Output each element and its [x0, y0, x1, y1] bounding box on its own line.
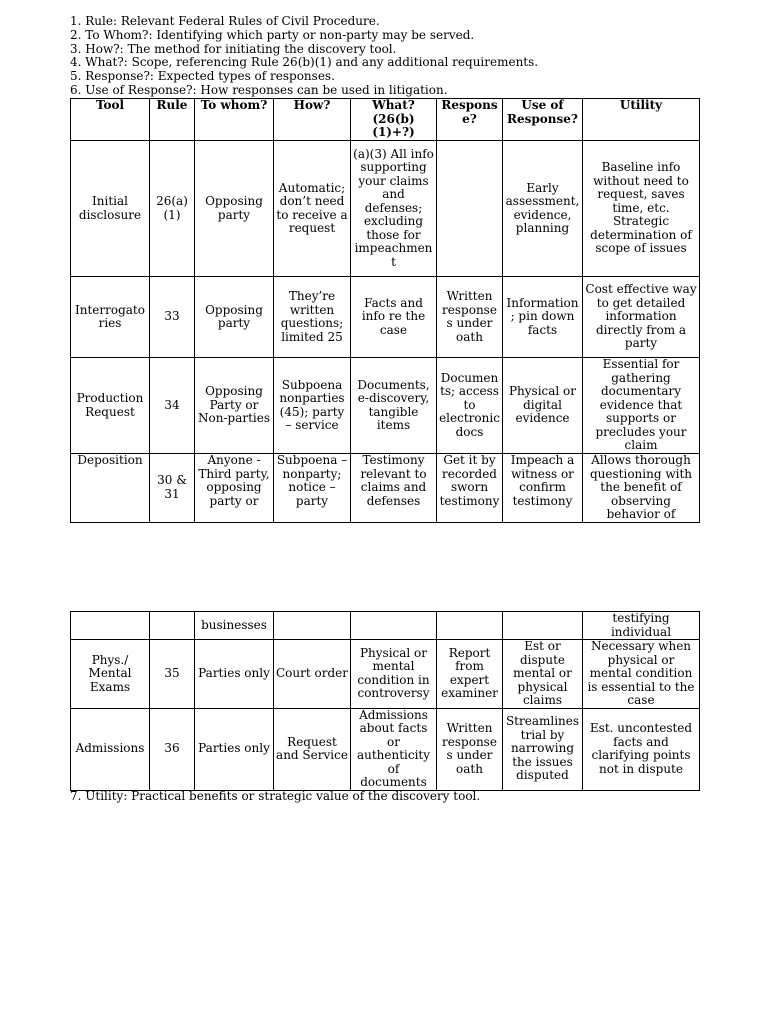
cell-tool: Phys./ Mental Exams	[71, 640, 150, 709]
cell-response	[437, 612, 503, 640]
cell-rule	[150, 612, 195, 640]
header-tool: Tool	[71, 99, 150, 141]
table-row	[71, 141, 700, 277]
cell-use: Physical or digital evidence	[503, 358, 583, 454]
cell-utility: testifying individual	[583, 612, 700, 640]
cell-rule: 34	[150, 358, 195, 454]
discovery-table	[70, 98, 700, 523]
table-header-row	[71, 99, 700, 141]
cell-response: Written responses under oath	[437, 708, 503, 790]
cell-tool: Admissions	[71, 708, 150, 790]
cell-use: Est or dispute mental or physical claims	[503, 640, 583, 709]
legend-item-what: 4. What?: Scope, referencing Rule 26(b)(1) and any additional requirements.	[70, 55, 539, 70]
legend-item-rule: 1. Rule: Relevant Federal Rules of Civil Procedure.	[70, 14, 380, 28]
cell-to-whom: Opposing Party or Non-parties	[195, 358, 274, 454]
cell-what: (a)(3) All info supporting your claims and defenses; excluding those for impeachment	[351, 141, 437, 277]
cell-utility: Allows thorough questioning with the benefit of observing behavior of	[583, 454, 700, 523]
cell-how: Request and Service	[274, 708, 351, 790]
legend-item-how: 3. How?: The method for initiating the discovery tool.	[70, 41, 397, 56]
cell-response: Documents; access to electronic docs	[437, 358, 503, 454]
cell-what: Admissions about facts or authenticity of documents	[351, 708, 437, 790]
cell-how: Subpoena nonparties (45); party – service	[274, 358, 351, 454]
cell-how	[274, 612, 351, 640]
header-what: What? (26(b)(1)+?)	[351, 99, 437, 141]
legend-item-to-whom: 2. To Whom?: Identifying which party or non-party may be served.	[70, 27, 475, 42]
header-use-of-response: Use of Response?	[503, 99, 583, 141]
table-row	[71, 277, 700, 358]
cell-tool: Initial disclosure	[71, 141, 150, 277]
cell-utility: Est. uncontested facts and clarifying points not in dispute	[583, 708, 700, 790]
cell-rule: 33	[150, 277, 195, 358]
header-utility: Utility	[583, 99, 700, 141]
cell-rule: 36	[150, 708, 195, 790]
cell-tool	[71, 612, 150, 640]
cell-response: Written responses under oath	[437, 277, 503, 358]
cell-tool: Production Request	[71, 358, 150, 454]
cell-what: Physical or mental condition in controversy	[351, 640, 437, 709]
table-row	[71, 708, 700, 790]
cell-what	[351, 612, 437, 640]
cell-to-whom: businesses	[195, 612, 274, 640]
cell-use: Impeach a witness or confirm testimony	[503, 454, 583, 523]
cell-what: Facts and info re the case	[351, 277, 437, 358]
cell-utility: Cost effective way to get detailed information directly from a party	[583, 277, 700, 358]
cell-what: Testimony relevant to claims and defenses	[351, 454, 437, 523]
cell-utility: Baseline info without need to request, saves time, etc. Strategic determination of scope of issues	[583, 141, 700, 277]
header-to-whom: To whom?	[195, 99, 274, 141]
cell-to-whom: Opposing party	[195, 277, 274, 358]
cell-what: Documents, e-discovery, tangible items	[351, 358, 437, 454]
table-row	[71, 358, 700, 454]
cell-rule: 35	[150, 640, 195, 709]
header-how: How?	[274, 99, 351, 141]
cell-rule: 26(a)(1)	[150, 141, 195, 277]
cell-to-whom: Parties only	[195, 708, 274, 790]
cell-tool: Interrogatories	[71, 277, 150, 358]
cell-rule: 30 & 31	[150, 454, 195, 523]
cell-to-whom: Opposing party	[195, 141, 274, 277]
cell-response: Report from expert examiner	[437, 640, 503, 709]
cell-how: They’re written questions; limited 25	[274, 277, 351, 358]
cell-to-whom: Anyone - Third party, opposing party or	[195, 454, 274, 523]
table-row	[71, 454, 700, 523]
header-response: Respons e?	[437, 99, 503, 141]
cell-use: Early assessment, evidence, planning	[503, 141, 583, 277]
legend-item-utility: 7. Utility: Practical benefits or strategic value of the discovery tool.	[70, 789, 481, 803]
table-row	[71, 640, 700, 709]
legend-item-use-of-response: 6. Use of Response?: How responses can be used in litigation.	[70, 82, 448, 97]
cell-use: Information; pin down facts	[503, 277, 583, 358]
cell-response	[437, 141, 503, 277]
cell-how: Court order	[274, 640, 351, 709]
legend-item-response: 5. Response?: Expected types of responses.	[70, 69, 335, 84]
cell-tool: Deposition	[71, 454, 150, 523]
cell-use: Streamlines trial by narrowing the issues disputed	[503, 708, 583, 790]
cell-how: Subpoena – nonparty; notice – party	[274, 454, 351, 523]
cell-to-whom: Parties only	[195, 640, 274, 709]
cell-utility: Necessary when physical or mental condition is essential to the case	[583, 640, 700, 709]
cell-how: Automatic; don’t need to receive a request	[274, 141, 351, 277]
discovery-table-continued	[70, 611, 700, 791]
legend-list	[70, 15, 538, 98]
cell-utility: Essential for gathering documentary evidence that supports or precludes your claim	[583, 358, 700, 454]
cell-response: Get it by recorded sworn testimony	[437, 454, 503, 523]
header-rule: Rule	[150, 99, 195, 141]
table-row-continuation	[71, 612, 700, 640]
cell-use	[503, 612, 583, 640]
